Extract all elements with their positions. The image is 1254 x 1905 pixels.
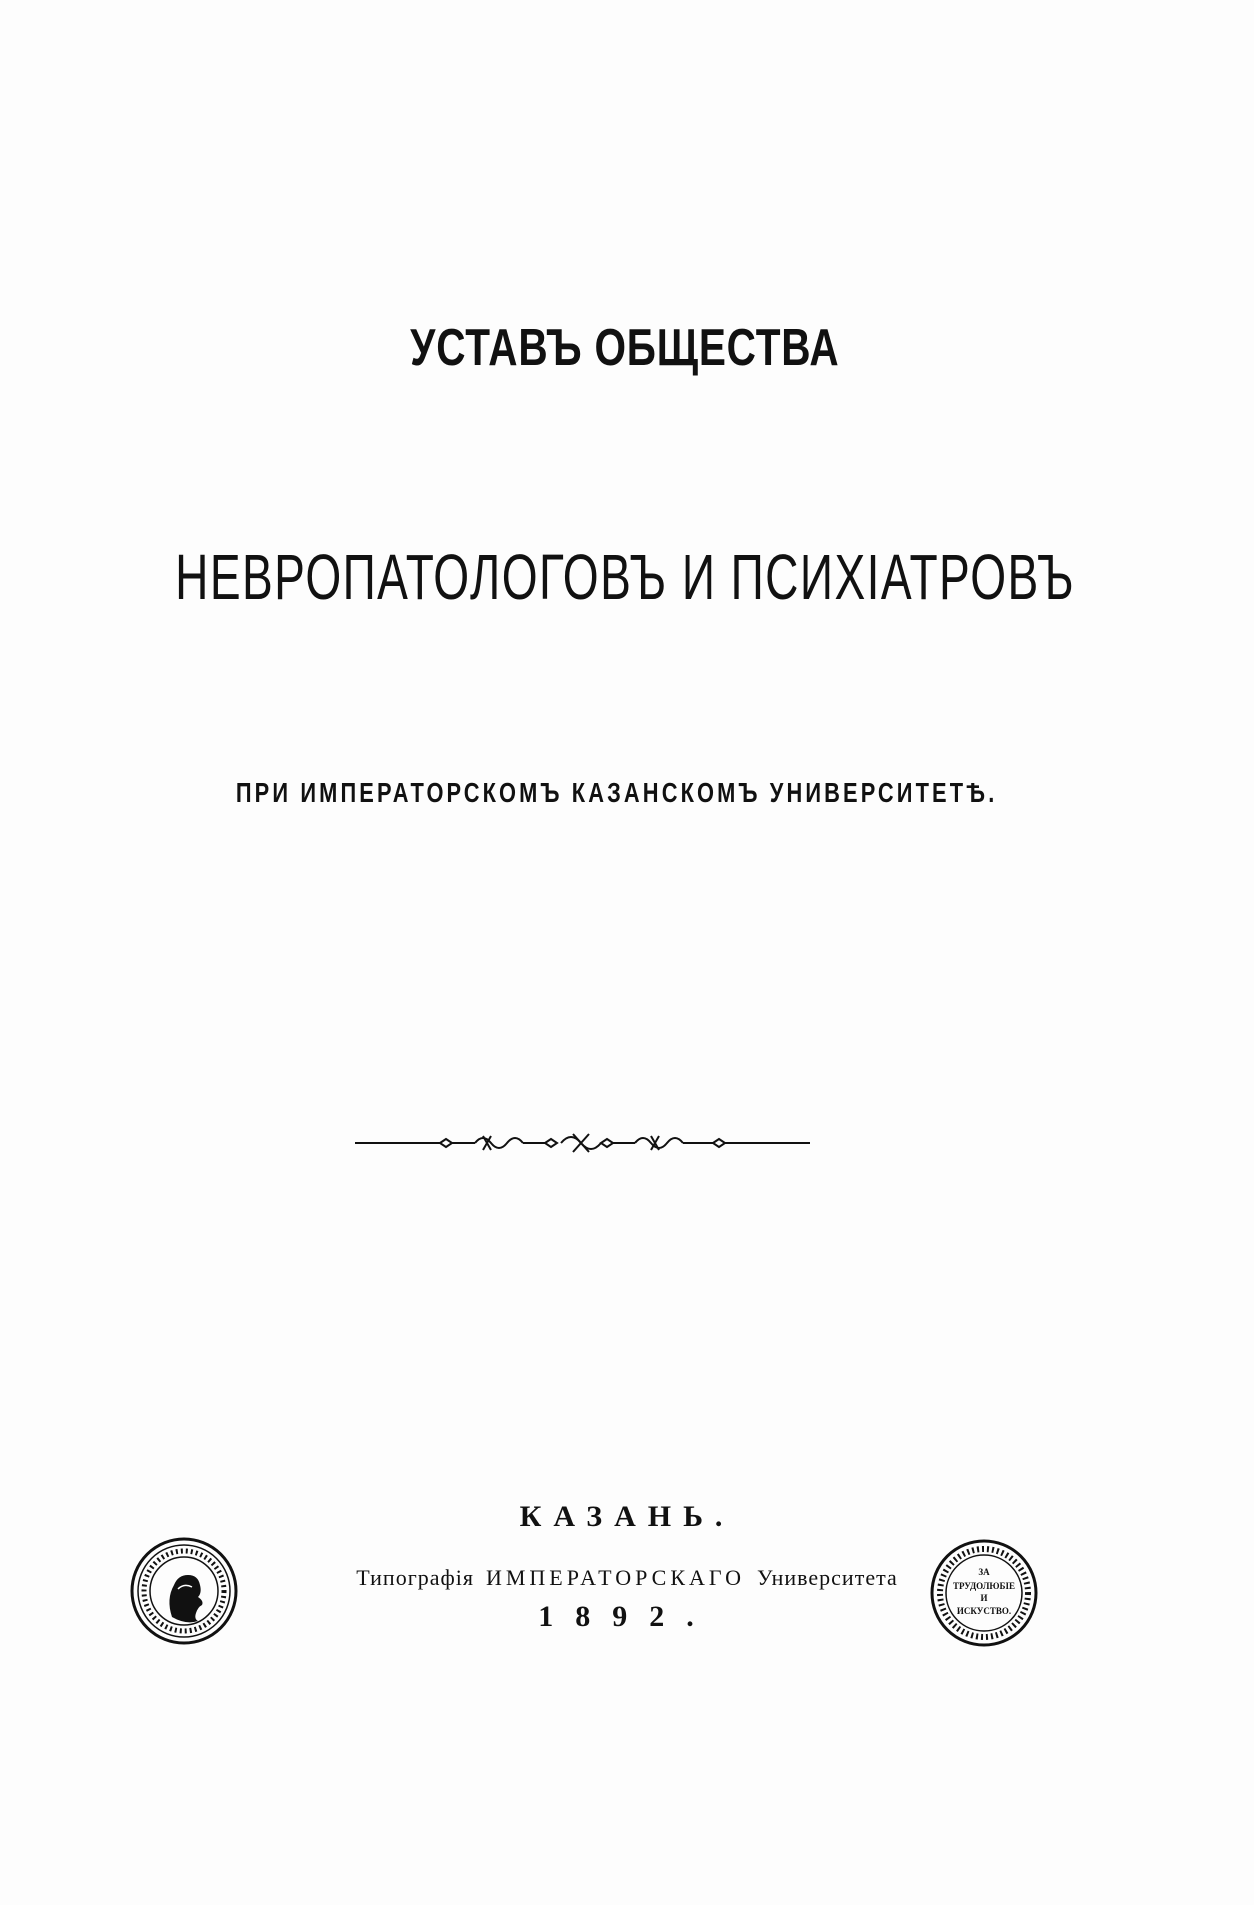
imprint-press-before: Типографія — [356, 1565, 474, 1590]
medal-text-1: ЗА — [978, 1567, 990, 1577]
title-line-3: ПРИ ИМПЕРАТОРСКОМЪ КАЗАНСКОМЪ УНИВЕРСИТЕТѢ. — [235, 777, 998, 808]
medal-text-2: ТРУДОЛЮБІЕ — [952, 1581, 1016, 1591]
imprint-press-after: Университета — [756, 1565, 898, 1590]
medal-text-4: ИСКУСТВО. — [956, 1606, 1012, 1616]
imprint-press-caps: ИМПЕРАТОРСКАГО — [485, 1565, 745, 1590]
ornamental-rule — [355, 1128, 810, 1158]
medal-text-3: И — [980, 1593, 988, 1603]
imprint-press — [0, 1565, 1254, 1591]
imprint-year: 1892. — [538, 1600, 716, 1633]
title-line-2: НЕВРОПАТОЛОГОВЪ И ПСИХІАТРОВЪ — [175, 541, 1075, 613]
title-line-1: УСТАВЪ ОБЩЕСТВА — [410, 319, 840, 377]
imprint-city: КАЗАНЬ. — [519, 1500, 735, 1533]
award-medal-icon — [928, 1537, 1040, 1649]
